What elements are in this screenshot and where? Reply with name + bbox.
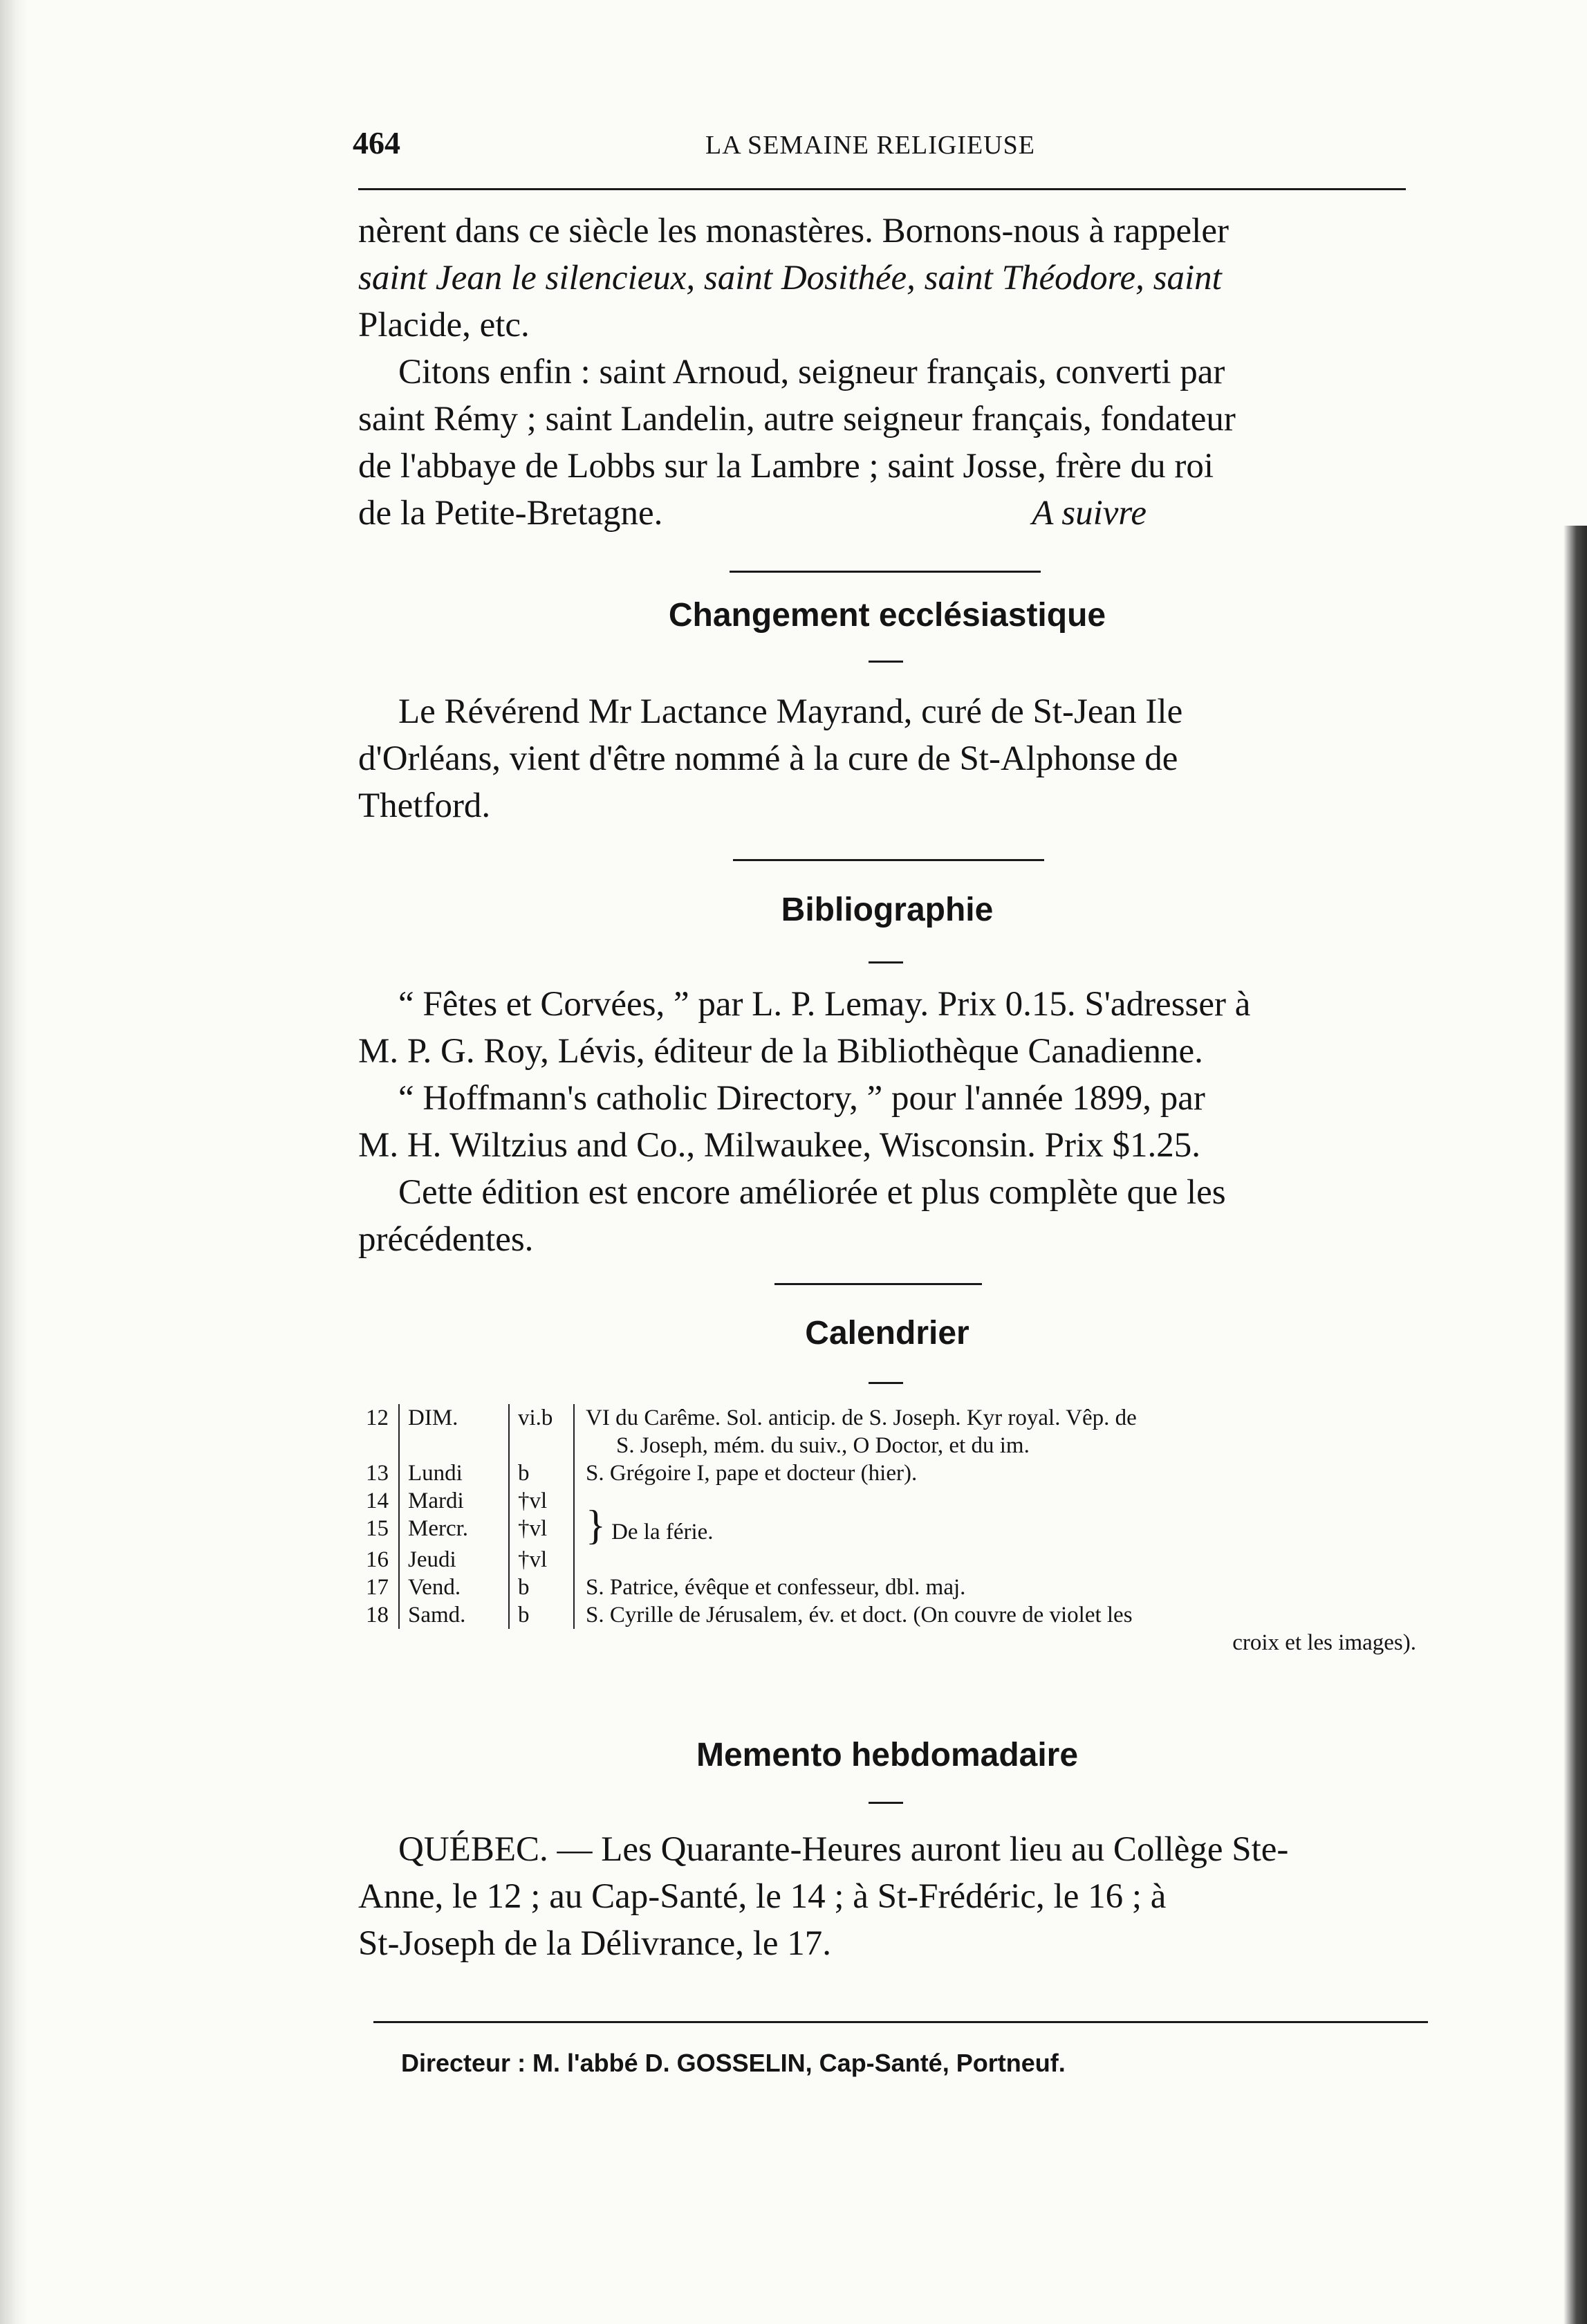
changement-section bbox=[358, 688, 1416, 829]
intro-line: Placide, etc. bbox=[358, 306, 530, 344]
cal-day-name: Mardi bbox=[398, 1487, 508, 1515]
cal-day-name: Jeudi bbox=[398, 1546, 508, 1574]
section-title: Changement ecclésiastique bbox=[668, 597, 1106, 634]
intro-line: de l'abbaye de Lobbs sur la Lambre ; saint Josse, frère du roi bbox=[358, 447, 1214, 486]
title-underline bbox=[869, 961, 903, 963]
biblio-line: M. H. Wiltzius and Co., Milwaukee, Wisconsin. Prix $1.25. bbox=[358, 1126, 1200, 1165]
memento-section bbox=[358, 1826, 1416, 1967]
header-rule bbox=[358, 188, 1406, 190]
calendar-table bbox=[358, 1404, 1416, 1657]
biblio-line: M. P. G. Roy, Lévis, éditeur de la Bibliothèque Canadienne. bbox=[358, 1032, 1203, 1071]
biblio-line: Cette édition est encore améliorée et plus complète que les bbox=[398, 1173, 1226, 1212]
cal-day-name: Samd. bbox=[398, 1601, 508, 1629]
page-header bbox=[353, 124, 1404, 166]
a-suivre: A suivre bbox=[1032, 494, 1147, 533]
page-number: 464 bbox=[353, 125, 400, 160]
intro-last-line: de la Petite-Bretagne. bbox=[358, 494, 663, 533]
cal-color: †vl bbox=[508, 1546, 573, 1574]
intro-line bbox=[358, 490, 1416, 537]
cal-day-number: 12 bbox=[366, 1405, 389, 1430]
section-title: Bibliographie bbox=[781, 892, 994, 928]
calendar-row bbox=[358, 1629, 1416, 1657]
cal-office bbox=[573, 1502, 1416, 1548]
cal-color: b bbox=[508, 1459, 573, 1487]
title-underline bbox=[869, 1802, 903, 1804]
cal-office: VI du Carême. Sol. anticip. de S. Joseph. Kyr royal. Vêp. de bbox=[573, 1404, 1416, 1432]
bibliographie-section bbox=[358, 981, 1416, 1263]
cal-color: †vl bbox=[508, 1515, 573, 1546]
cal-office-cont: S. Joseph, mém. du suiv., O Doctor, et du im. bbox=[573, 1432, 1416, 1459]
calendar-row bbox=[358, 1459, 1416, 1487]
cal-day-number: 14 bbox=[366, 1488, 389, 1513]
biblio-line: “ Hoffmann's catholic Directory, ” pour l'année 1899, par bbox=[398, 1079, 1205, 1118]
running-title: LA SEMAINE RELIGIEUSE bbox=[705, 131, 1035, 160]
section-separator bbox=[733, 859, 1044, 861]
cal-day-name: Vend. bbox=[398, 1574, 508, 1601]
biblio-line: “ Fêtes et Corvées, ” par L. P. Lemay. Prix 0.15. S'adresser à bbox=[398, 985, 1251, 1024]
cal-day-number: 16 bbox=[366, 1547, 389, 1572]
cal-day-number: 13 bbox=[366, 1461, 389, 1486]
calendar-row bbox=[358, 1487, 1416, 1515]
cal-office bbox=[573, 1546, 1416, 1574]
footer-rule bbox=[373, 2021, 1428, 2023]
title-underline bbox=[869, 661, 903, 663]
cal-office-cont: croix et les images). bbox=[1232, 1630, 1416, 1655]
section-title: Calendrier bbox=[805, 1315, 969, 1352]
memento-line: QUÉBEC. — Les Quarante-Heures auront lieu au Collège Ste- bbox=[398, 1830, 1289, 1869]
cal-day-number: 18 bbox=[366, 1603, 389, 1627]
biblio-line: précédentes. bbox=[358, 1220, 534, 1259]
cal-office-text: De la férie. bbox=[611, 1520, 714, 1544]
intro-line: Citons enfin : saint Arnoud, seigneur français, converti par bbox=[398, 353, 1225, 391]
section-separator bbox=[730, 571, 1041, 573]
cal-day-number: 15 bbox=[366, 1516, 389, 1541]
calendar-row bbox=[358, 1404, 1416, 1432]
changement-line: Thetford. bbox=[358, 786, 491, 825]
cal-color: b bbox=[508, 1574, 573, 1601]
calendar-row bbox=[358, 1432, 1416, 1459]
scan-edge-right bbox=[1563, 526, 1587, 2324]
brace-icon: } bbox=[586, 1502, 606, 1548]
calendar-row bbox=[358, 1502, 1416, 1548]
footer-director: Directeur : M. l'abbé D. GOSSELIN, Cap-Santé, Portneuf. bbox=[401, 2049, 1066, 2077]
changement-line: Le Révérend Mr Lactance Mayrand, curé de St-Jean Ile bbox=[398, 692, 1183, 731]
changement-line: d'Orléans, vient d'être nommé à la cure de St-Alphonse de bbox=[358, 739, 1178, 778]
cal-color: †vl bbox=[508, 1487, 573, 1515]
cal-day-name: Lundi bbox=[398, 1459, 508, 1487]
cal-office: S. Patrice, évêque et confesseur, dbl. maj. bbox=[573, 1574, 1416, 1601]
intro-line: saint Jean le silencieux, saint Dosithée, saint Théodore, saint bbox=[358, 259, 1222, 297]
cal-day-name: DIM. bbox=[398, 1404, 508, 1432]
memento-line: St-Joseph de la Délivrance, le 17. bbox=[358, 1924, 832, 1963]
section-separator bbox=[774, 1283, 982, 1285]
memento-line: Anne, le 12 ; au Cap-Santé, le 14 ; à St-Frédéric, le 16 ; à bbox=[358, 1877, 1167, 1916]
title-underline bbox=[869, 1382, 903, 1384]
intro-section bbox=[358, 208, 1416, 537]
cal-office: S. Grégoire I, pape et docteur (hier). bbox=[573, 1459, 1416, 1487]
cal-day-number: 17 bbox=[366, 1575, 389, 1600]
cal-color: vi.b bbox=[508, 1404, 573, 1432]
calendar-row bbox=[358, 1601, 1416, 1629]
intro-line: saint Rémy ; saint Landelin, autre seigneur français, fondateur bbox=[358, 400, 1236, 439]
cal-day-name: Mercr. bbox=[398, 1515, 508, 1546]
calendar-row bbox=[358, 1546, 1416, 1574]
cal-office: S. Cyrille de Jérusalem, év. et doct. (On couvre de violet les bbox=[573, 1601, 1416, 1629]
intro-line: nèrent dans ce siècle les monastères. Bornons-nous à rappeler bbox=[358, 212, 1229, 250]
scan-edge-left bbox=[0, 0, 28, 2324]
calendar-row bbox=[358, 1574, 1416, 1601]
section-title: Memento hebdomadaire bbox=[696, 1737, 1079, 1773]
cal-office bbox=[573, 1487, 1416, 1515]
cal-color: b bbox=[508, 1601, 573, 1629]
